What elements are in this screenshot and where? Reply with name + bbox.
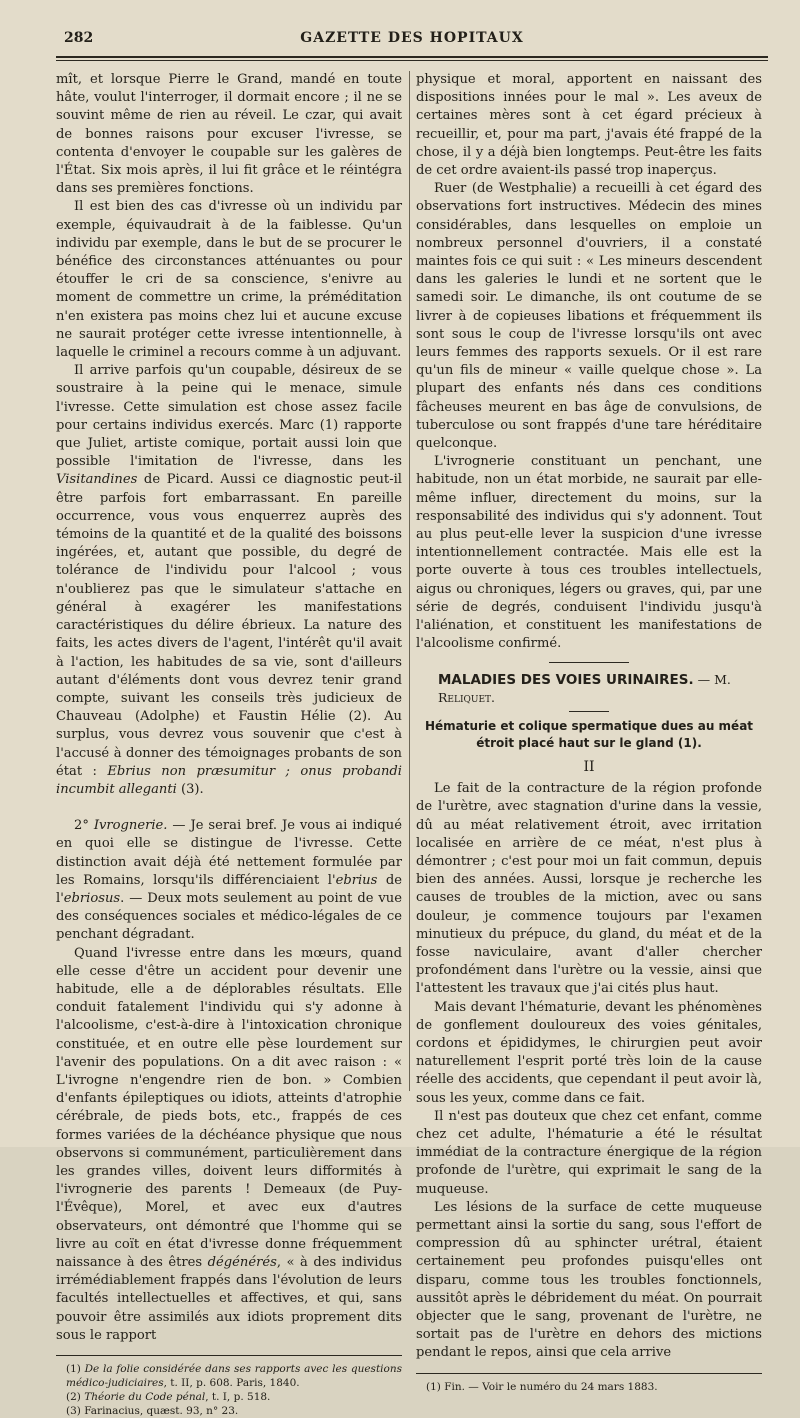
left-column (56, 71, 403, 1418)
article-subheading: Hématurie et colique spermatique dues au méat étroit placé haut sur le gland (1). (424, 718, 754, 750)
header-rule (56, 56, 768, 58)
paragraph: Ruer (de Westphalie) a recueilli à cet égard des observations fort instructives. Médecin des mines considérables, dans lesquelles on emploie un nombreux personnel d'ouvriers, il a constaté maintes fois ce qui suit : « Les mineurs descendent dans les galeries le lundi et ne sortent que le samedi soir. Le dimanche, ils ont coutume de se livrer à de copieuses libations et fréquemment ils sont sous le coup de l'ivresse lorsqu'ils ont avec leurs femmes des rapports sexuels. Or il est rare qu'un fils de mineur « vaille quelque chose ». La plupart des enfants nés dans ces conditions fâcheuses meurent en bas âge de convulsions, de tuberculose ou sont frappés d'une tare héréditaire quelconque. (416, 181, 762, 452)
part-number: II (583, 758, 595, 775)
footnote: (1) Fin. — Voir le numéro du 24 mars 1883. (426, 1380, 658, 1393)
section-divider (549, 662, 629, 663)
article-columns (56, 71, 768, 1418)
right-column (416, 71, 762, 1393)
page-number: 282 (64, 30, 94, 46)
paragraph: Il arrive parfois qu'un coupable, désireux de se soustraire à la peine qui le menace, simule l'ivresse. Cette simulation est chose assez facile pour certains individus exercés. Marc (1) rapporte que Juliet, artiste comique, portait aussi loin que possible l'imitation de l'ivresse, dans les Visitandines de Picard. Aussi ce diagnostic peut-il être parfois fort embarrassant. En pareille occurrence, vous vous enquerrez auprès des témoins de la quantité et de la qualité des boissons ingérées, et, autant que possible, du degré de tolérance de l'individu pour l'alcool ; vous n'oublierez pas que le simulateur s'attache en général à exagérer les manifestations caractéristiques du délire ébrieux. La nature des faits, les actes divers de l'agent, l'intérêt qu'il avait à l'action, les habitudes de sa vie, sont d'ailleurs autant d'éléments dont vous devrez tenir grand compte, suivant les conseils très judicieux de Chauveau (Adolphe) et Faustin Hélie (2). Au surplus, vous devrez vous souvenir que c'est à l'accusé à donner des témoignages probants de son état : Ebrius non præsumitur ; onus probandi incumbit alleganti (3). (56, 363, 402, 797)
header-rule-thin (56, 60, 768, 61)
paragraph: L'ivrognerie constituant un penchant, une habitude, non un état morbide, ne saurait par elle-même influer, directement du moins, sur la responsabilité des individus qui s'y adonnent. Tout au plus peut-elle lever la suspicion d'une ivresse intentionnellement contractée. Mais elle est la porte ouverte à tous ces troubles intellectuels, aigus ou chroniques, légers ou graves, qui, par une série de degrés, conduisent l'individu jusqu'à l'aliénation, et constituent les manifestations de l'alcoolisme confirmé. (416, 454, 762, 652)
paragraph: Mais devant l'hématurie, devant les phénomènes de gonflement douloureux des voies génitales, cordons et épididymes, le chirurgien peut avoir naturellement l'esprit porté très loin de la cause réelle des accidents, que cependant il peut avoir là, sous les yeux, comme dans ce fait. (416, 999, 762, 1106)
footnotes (416, 1380, 762, 1394)
paragraph: 2° Ivrognerie. — Je serai bref. Je vous ai indiqué en quoi elle se distingue de l'ivresse. Cette distinction avait déjà été nettement formulée par les Romains, lorsqu'ils différenciaient l'ebrius de l'ebriosus. — Deux mots seulement au point de vue des conséquences sociales et médico-légales de ce penchant dégradant. (56, 818, 403, 943)
footnotes (56, 1362, 402, 1418)
paragraph: Quand l'ivresse entre dans les mœurs, quand elle cesse d'être un accident pour devenir une habitude, elle a de déplorables résultats. Elle conduit fatalement l'individu qui s'y adonne à l'alcoolisme, c'est-à-dire à l'intoxication chronique constituée, et en outre elle pèse lourdement sur l'avenir des populations. On a dit avec raison : « L'ivrogne n'engendre rien de bon. » Combien d'enfants épileptiques ou idiots, atteints d'atrophie cérébrale, de pieds bots, etc., frappés de ces formes variées de la déchéance physique que nous observons si communément, particulièrement dans les grandes villes, doivent leurs difformités à l'ivrognerie des parents ! Demeaux (de Puy-l'Évêque), Morel, et avec eux d'autres observateurs, ont démontré que l'homme qui se livre au coït en état d'ivresse donne fréquemment naissance à des êtres dégénérés, « à des individus irrémédiablement frappés dans l'évolution de leurs facultés intellectuelles et affectives, et qui, sans pouvoir être assimilés aux idiots proprement dits sous le rapport (56, 945, 402, 1343)
footnote-rule (416, 1373, 762, 1374)
footnote: (2) Théorie du Code pénal, t. I, p. 518. (66, 1391, 271, 1404)
section-heading: MALADIES DES VOIES URINAIRES. — M. Reliquet. (438, 671, 731, 705)
heading-rule (569, 711, 609, 712)
column-divider (409, 71, 410, 1091)
journal-title: GAZETTE DES HOPITAUX (300, 30, 524, 46)
paragraph: Il est bien des cas d'ivresse où un individu par exemple, équivaudrait à de la faiblesse. Qu'un individu par exemple, dans le but de se procurer le bénéfice des circonstances atténuantes ou pour étouffer le cri de sa conscience, s'enivre au moment de commettre un crime, la préméditation n'en existera pas moins chez lui et aucune excuse ne saurait protéger cette ivresse intentionnelle, à laquelle le criminel a recours comme à un adjuvant. (56, 199, 402, 361)
paragraph: physique et moral, apportent en naissant des dispositions innées pour le mal ». Les aveux de certaines mères sont à cet égard précieux à recueillir, et, pour ma part, j'avais été frappé de la chose, il y a déjà bien longtemps. Peut-être les faits de cet ordre avaient-ils passé trop inaperçus. (416, 72, 762, 179)
paragraph: mît, et lorsque Pierre le Grand, mandé en toute hâte, voulut l'interroger, il dormait encore ; il ne se souvint même de rien au réveil. Le czar, qui avait de bonnes raisons pour excuser l'ivresse, se contenta d'envoyer le coupable sur les galères de l'État. Six mois après, il lui fit grâce et le réintégra dans ses premières fonctions. (56, 72, 402, 197)
paragraph: Le fait de la contracture de la région profonde de l'urètre, avec stagnation d'urine dans la vessie, dû au méat relativement étroit, avec irritation localisée en arrière de ce méat, n'est plus à démontrer ; c'est pour moi un fait commun, depuis bien des années. Aussi, lorsque je recherche les causes de troubles de la miction, avec ou sans douleur, je commence toujours par l'examen minutieux du prépuce, du gland, du méat et de la fosse naviculaire, avant d'aller chercher profondément dans l'urètre ou la vessie, ainsi que l'attestent les travaux que j'ai cités plus haut. (416, 781, 762, 997)
footnote-rule (56, 1355, 402, 1356)
footnote: (1) De la folie considérée dans ses rapports avec les questions médico-judiciaires, t. II, p. 608. Paris, 1840. (66, 1363, 402, 1390)
footnote: (3) Farinacius, quæst. 93, n° 23. (66, 1405, 239, 1418)
paragraph: Il n'est pas douteux que chez cet enfant, comme chez cet adulte, l'hématurie a été le résultat immédiat de la contracture énergique de la région profonde de l'urètre, qui exprimait le sang de la muqueuse. (416, 1108, 762, 1197)
paragraph: Les lésions de la surface de cette muqueuse permettant ainsi la sortie du sang, sous l'effort de compression dû au sphincter urétral, étaient certainement peu profondes puisqu'elles ont disparu, comme tous les troubles fonctionnels, aussitôt après le débridement du méat. On pourrait objecter que le sang, provenant de l'urètre, ne sortait pas de l'urètre en dehors des mictions pendant le repos, ainsi que cela arrive (416, 1199, 762, 1361)
page-header (56, 30, 768, 52)
